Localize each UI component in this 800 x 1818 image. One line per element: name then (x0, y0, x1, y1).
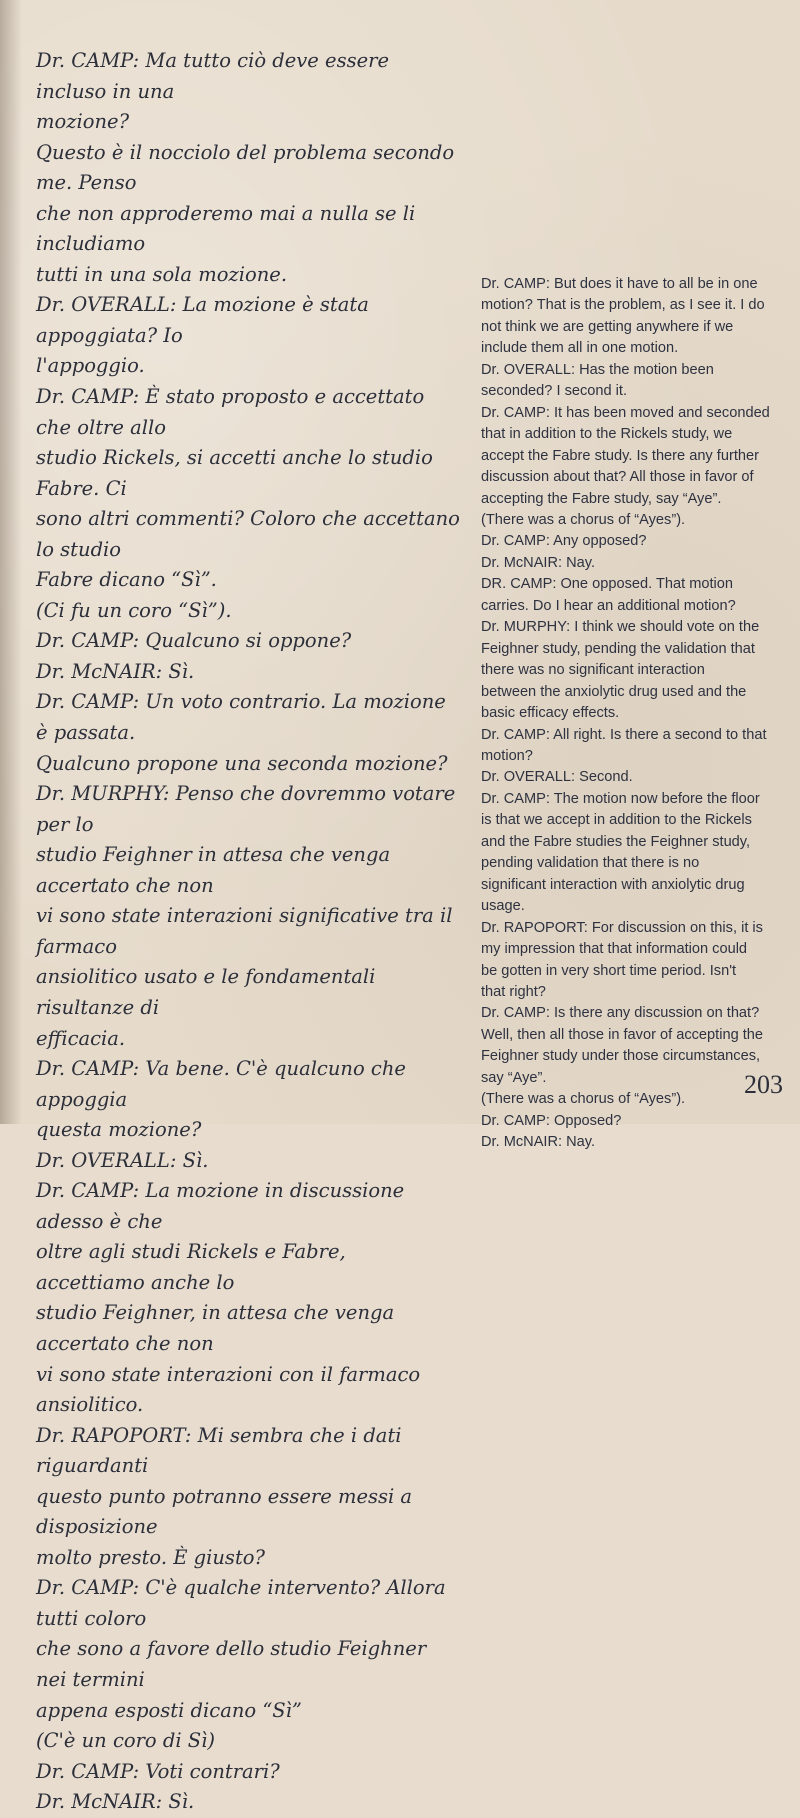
english-paragraph: Dr. CAMP: But does it have to all be in one motion? That is the problem, as I see it. I do not think we are getting anywhere if we include them all in one motion. (481, 276, 765, 357)
italian-column (36, 46, 460, 1818)
english-paragraph: Dr. CAMP: Any opposed? (481, 533, 647, 550)
italian-paragraph: Dr. OVERALL: Sì. (36, 1148, 209, 1172)
english-paragraph: Dr. RAPOPORT: For discussion on this, it is my impression that that information could be gotten in very short time period. Isn't that right? (481, 919, 763, 1000)
italian-paragraph: Questo è il nocciolo del problema secondo me. Penso che non approderemo mai a nulla se li includiamo tutti in una sola mozione. (36, 140, 455, 286)
binding-shadow (0, 0, 22, 1124)
italian-paragraph: Dr. CAMP: C'è qualche intervento? Allora tutti coloro che sono a favore dello studio Feighner nei termini appena esposti dicano “Sì” (36, 1576, 446, 1722)
italian-paragraph: Dr. OVERALL: La mozione è stata appoggiata? Io l'appoggio. (36, 293, 369, 378)
english-paragraph: (There was a chorus of “Ayes”). (481, 1091, 686, 1108)
italian-paragraph: Dr. CAMP: Voti contrari? (36, 1759, 280, 1783)
english-paragraph: (There was a chorus of “Ayes”). (481, 511, 686, 528)
english-paragraph: Dr. CAMP: Is there any discussion on that? Well, then all those in favor of accepting the Feighner study under those circumstances, say “Aye”. (481, 1005, 764, 1086)
english-paragraph: DR. CAMP: One opposed. That motion carries. Do I hear an additional motion? (481, 576, 736, 614)
italian-paragraph: Dr. CAMP: Ma tutto ciò deve essere incluso in una mozione? (36, 49, 389, 134)
italian-paragraph: (C'è un coro di Sì) (36, 1729, 215, 1753)
italian-paragraph: Dr. McNAIR: Sì. (36, 659, 195, 683)
italian-paragraph: Dr. McNAIR: Sì. (36, 1790, 195, 1814)
italian-paragraph: Dr. CAMP: Un voto contrario. La mozione è passata. Qualcuno propone una seconda mozione? (36, 690, 448, 775)
italian-paragraph: Dr. CAMP: È stato proposto e accettato che oltre allo studio Rickels, si accetti anche lo studio Fabre. Ci sono altri commenti? Coloro che accettano lo studio Fabre dicano “Sì”. (36, 385, 460, 592)
english-paragraph: Dr. CAMP: All right. Is there a second to that motion? (481, 726, 767, 764)
italian-paragraph: Dr. CAMP: La mozione in discussione adesso è che oltre agli studi Rickels e Fabre, accettiamo anche lo studio Feighner, in attesa che venga accertato che non vi sono state interazioni con il farmaco ansiolitico. (36, 1179, 421, 1417)
italian-paragraph: (Ci fu un coro “Sì”). (36, 598, 232, 622)
english-paragraph: Dr. OVERALL: Second. (481, 769, 633, 786)
italian-paragraph: Dr. MURPHY: Penso che dovremmo votare per lo studio Feighner in attesa che venga accertato che non vi sono state interazioni significative tra il farmaco ansiolitico usato e le fondamentali risultanze di efficacia. (36, 782, 456, 1050)
english-paragraph: Dr. CAMP: Opposed? (481, 1112, 622, 1129)
english-paragraph: Dr. OVERALL: Has the motion been seconded? I second it. (481, 361, 714, 400)
english-paragraph: Dr. McNAIR: Nay. (481, 554, 596, 571)
english-column (481, 274, 791, 1154)
italian-paragraph: Dr. CAMP: Qualcuno si oppone? (36, 629, 352, 653)
italian-paragraph: Dr. RAPOPORT: Mi sembra che i dati riguardanti questo punto potranno essere messi a disposizione molto presto. È giusto? (36, 1423, 413, 1569)
english-paragraph: Dr. CAMP: The motion now before the floor is that we accept in addition to the Rickels and the Fabre studies the Feighner study, pending validation that there is no significant interaction with anxiolytic drug usage. (481, 790, 760, 915)
english-paragraph: Dr. CAMP: It has been moved and seconded that in addition to the Rickels study, we accept the Fabre study. Is there any further discussion about that? All those in favor of accepting the Fabre study, say “Aye”. (481, 404, 770, 507)
page-number: 203 (744, 1070, 783, 1099)
english-paragraph: Dr. MURPHY: I think we should vote on the Feighner study, pending the validation that there was no significant interaction between the anxiolytic drug used and the basic efficacy effects. (481, 619, 760, 722)
italian-paragraph: Dr. CAMP: Va bene. C'è qualcuno che appoggia questa mozione? (36, 1057, 406, 1142)
english-paragraph: Dr. McNAIR: Nay. (481, 1134, 596, 1151)
